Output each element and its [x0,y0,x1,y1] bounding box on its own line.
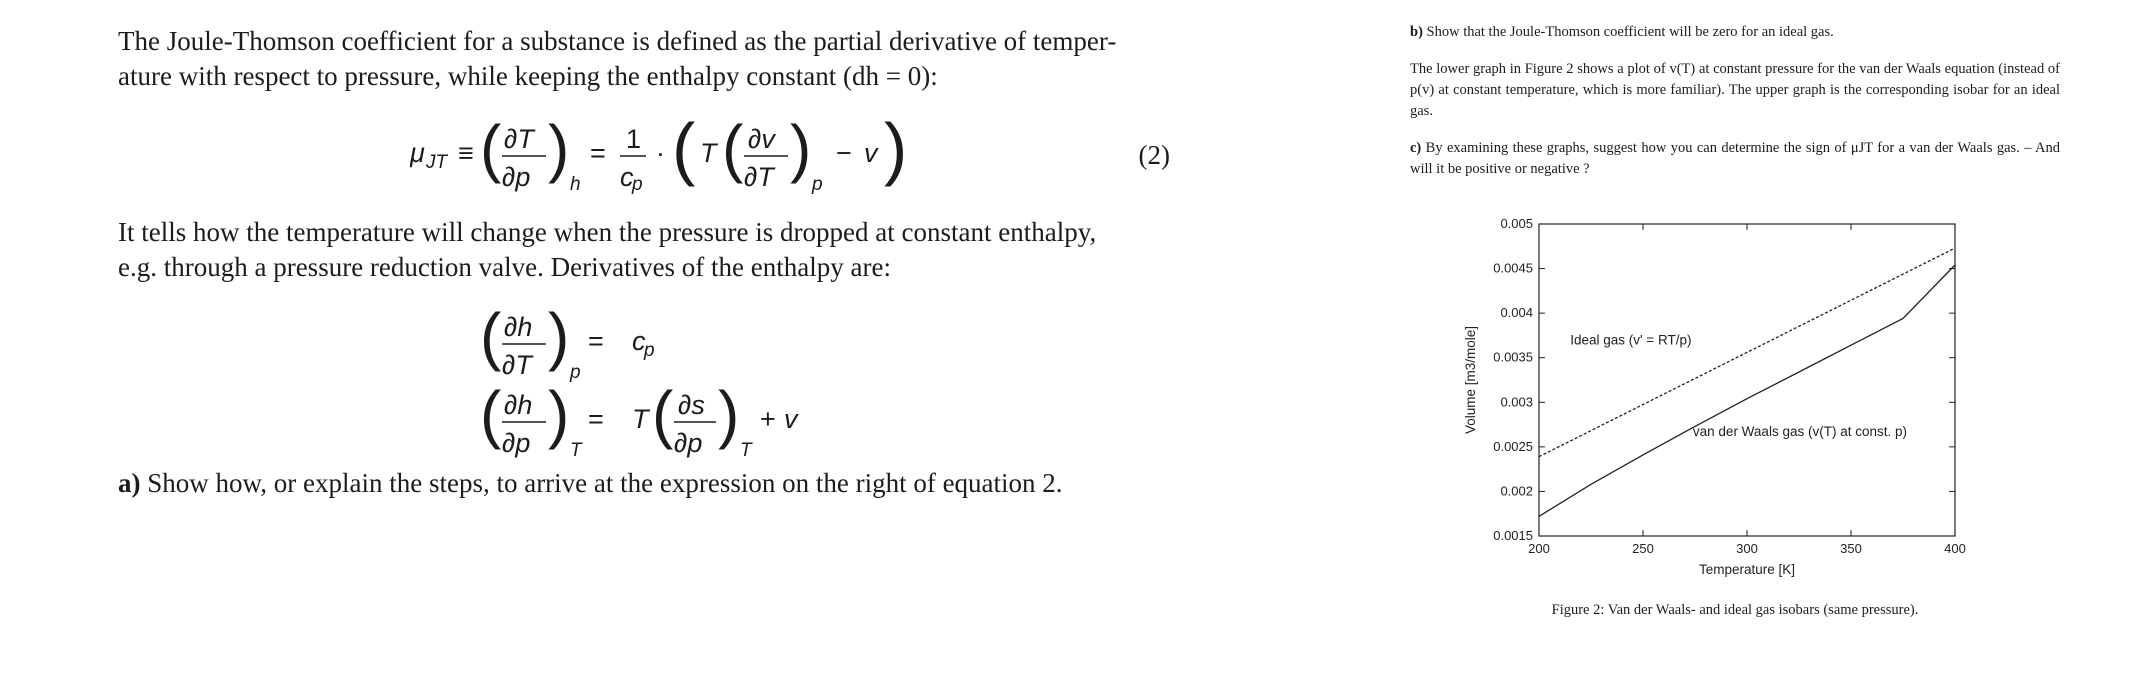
enthalpy-paragraph [118,215,1173,285]
svg-text:T: T [632,404,649,434]
svg-text:T: T [570,440,582,458]
svg-text:−: − [836,138,852,168]
intro-paragraph [118,24,1173,94]
vdw-gas-annotation: van der Waals gas (v(T) at const. p) [1692,424,1907,440]
isobar-chart [1455,214,2015,594]
enthalpy-derivatives [480,298,880,458]
x-tick-label: 200 [1528,541,1550,556]
svg-text:(: ( [480,112,502,184]
svg-text:(: ( [480,300,502,372]
part-a-text: Show how, or explain the steps, to arrive at the expression on the right of equation 2. [147,468,1063,498]
svg-text:∂T: ∂T [502,350,532,380]
y-tick-label: 0.003 [1500,394,1533,410]
svg-text:T: T [700,138,717,168]
x-tick-label: 250 [1632,541,1654,556]
svg-text:∂p: ∂p [502,428,531,458]
vdw-gas-line [1539,265,1955,516]
svg-text:v: v [864,138,878,168]
svg-text:p: p [570,362,581,383]
svg-text:=: = [590,138,606,168]
svg-text:∂T: ∂T [744,162,774,192]
y-tick-label: 0.004 [1500,305,1533,321]
y-tick-label: 0.0025 [1493,438,1533,454]
x-tick-label: 400 [1944,541,1966,556]
equation-2 [410,110,1170,200]
svg-text:): ) [548,378,570,450]
svg-text:∂h: ∂h [504,390,533,420]
svg-text:(: ( [722,112,744,184]
svg-text:p: p [644,340,655,361]
figure-2 [1455,214,2015,594]
svg-text:T: T [740,440,752,458]
intro-line-2: ature with respect to pressure, while keeping the enthalpy constant (dh = 0): [118,61,938,91]
svg-text:μ: μ [410,138,425,168]
svg-text:): ) [884,110,908,187]
svg-text:h: h [570,174,581,195]
equation-number: (2) [1138,140,1170,170]
right-column [1410,22,2060,196]
svg-text:): ) [790,112,812,184]
part-b [1410,22,2060,43]
svg-text:∂s: ∂s [678,390,705,420]
part-c [1410,138,2060,180]
svg-text:(: ( [672,110,696,187]
svg-text:): ) [548,300,570,372]
svg-text:p: p [812,174,823,195]
svg-text:p: p [632,174,643,195]
part-c-label: c) [1410,140,1422,156]
y-axis-label: Volume [m3/mole] [1463,325,1478,435]
svg-text:c: c [632,326,646,356]
svg-text:+: + [760,404,776,434]
svg-text:·: · [656,138,665,168]
svg-text:JT: JT [426,152,448,173]
lower-graph-paragraph: The lower graph in Figure 2 shows a plot of v(T) at constant pressure for the van der Waals equation (instead of p(v) at constant temperature, which is more familiar). The upper graph is the corresponding isobar for an ideal gas. [1410,61,2060,119]
intro-line-1: The Joule-Thomson coefficient for a substance is defined as the partial derivative of temper- [118,26,1117,56]
svg-text:(: ( [652,378,674,450]
svg-text:≡: ≡ [458,138,474,168]
para2-line-1: It tells how the temperature will change when the pressure is dropped at constant enthalpy, [118,217,1097,247]
svg-text:): ) [548,112,570,184]
figure-caption: Figure 2: Van der Waals- and ideal gas isobars (same pressure). [1551,602,1919,618]
svg-text:∂T: ∂T [504,124,534,154]
ideal-gas-annotation: Ideal gas (v' = RT/p) [1570,332,1692,348]
y-tick-label: 0.0015 [1493,528,1533,543]
svg-text:∂p: ∂p [674,428,703,458]
svg-text:1: 1 [626,124,642,154]
y-tick-label: 0.002 [1500,483,1533,499]
part-a [118,466,1173,501]
svg-text:∂h: ∂h [504,312,533,342]
svg-text:∂p: ∂p [502,162,531,192]
part-a-label: a) [118,468,141,498]
svg-text:=: = [588,404,604,434]
x-tick-label: 350 [1840,541,1862,556]
equation-2-formula [410,110,1170,200]
x-tick-label: 300 [1736,541,1758,556]
svg-text:=: = [588,326,604,356]
svg-text:c: c [620,162,634,192]
plot-frame [1539,224,1955,536]
svg-text:v: v [784,404,798,434]
part-b-text: Show that the Joule-Thomson coefficient will be zero for an ideal gas. [1426,24,1834,40]
para2-line-2: e.g. through a pressure reduction valve. Derivatives of the enthalpy are: [118,252,891,282]
svg-text:): ) [718,378,740,450]
svg-text:(: ( [480,378,502,450]
part-b-label: b) [1410,24,1423,40]
y-tick-label: 0.005 [1500,216,1533,231]
x-axis-label: Temperature [K] [1698,562,1796,577]
enthalpy-derivatives-formula [480,298,880,458]
y-tick-label: 0.0035 [1493,349,1533,365]
part-c-text: By examining these graphs, suggest how you can determine the sign of μJT for a van der Waals gas. – And will it be positive or negative ? [1410,140,2061,177]
y-tick-label: 0.0045 [1493,260,1533,276]
svg-text:∂v: ∂v [748,124,775,154]
